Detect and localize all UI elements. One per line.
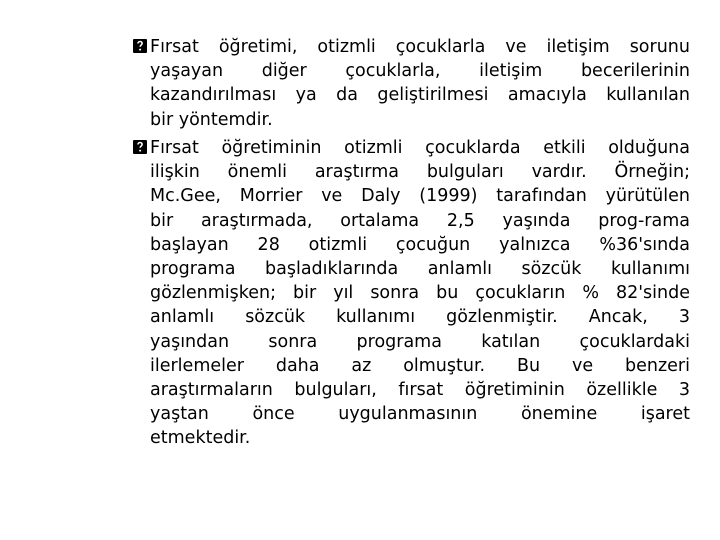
bullet-paragraph	[132, 136, 690, 450]
bullet-line: ilerlemeler daha az olmuştur. Bu ve benzeri	[150, 355, 690, 376]
bullet-line: araştırmaların bulguları, fırsat öğretiminin özellikle 3	[150, 379, 690, 400]
missing-glyph-icon	[132, 139, 148, 155]
bullet-line: kazandırılması ya da geliştirilmesi amacıyla kullanılan	[150, 85, 690, 106]
bullet-text: Fırsat öğretiminin otizmli çocuklarda etkili olduğuna	[150, 138, 690, 158]
bullet-line: bir yöntemdir.	[150, 109, 273, 130]
bullet-paragraph	[132, 35, 690, 132]
bullet-line: programa başladıklarında anlamlı sözcük kullanımı	[150, 258, 690, 279]
bullet-line: başlayan 28 otizmli çocuğun yalnızca %36'sında	[150, 234, 690, 255]
bullet-line: yaştan önce uygulanmasının önemine işaret	[150, 404, 690, 425]
bullet-line: anlamlı sözcük kullanımı gözlenmiştir. Ancak, 3	[150, 307, 690, 328]
bullet-line: bir araştırmada, ortalama 2,5 yaşında prog-rama	[150, 210, 690, 231]
missing-glyph-icon	[132, 38, 148, 54]
bullet-text: Fırsat öğretimi, otizmli çocuklarla ve iletişim sorunu	[150, 37, 690, 57]
bullet-line	[132, 35, 690, 59]
bullet-line: yaşayan diğer çocuklarla, iletişim becerilerinin	[150, 61, 690, 82]
bullet-line	[132, 136, 690, 160]
bullet-line: Mc.Gee, Morrier ve Daly (1999) tarafından yürütülen	[150, 186, 690, 207]
bullet-line: yaşından sonra programa katılan çocuklardaki	[150, 331, 690, 352]
bullet-line: ilişkin önemli araştırma bulguları vardır. Örneğin;	[150, 162, 690, 183]
bullet-line: etmektedir.	[150, 428, 251, 449]
bullet-line: gözlenmişken; bir yıl sonra bu çocukların % 82'sinde	[150, 283, 690, 304]
